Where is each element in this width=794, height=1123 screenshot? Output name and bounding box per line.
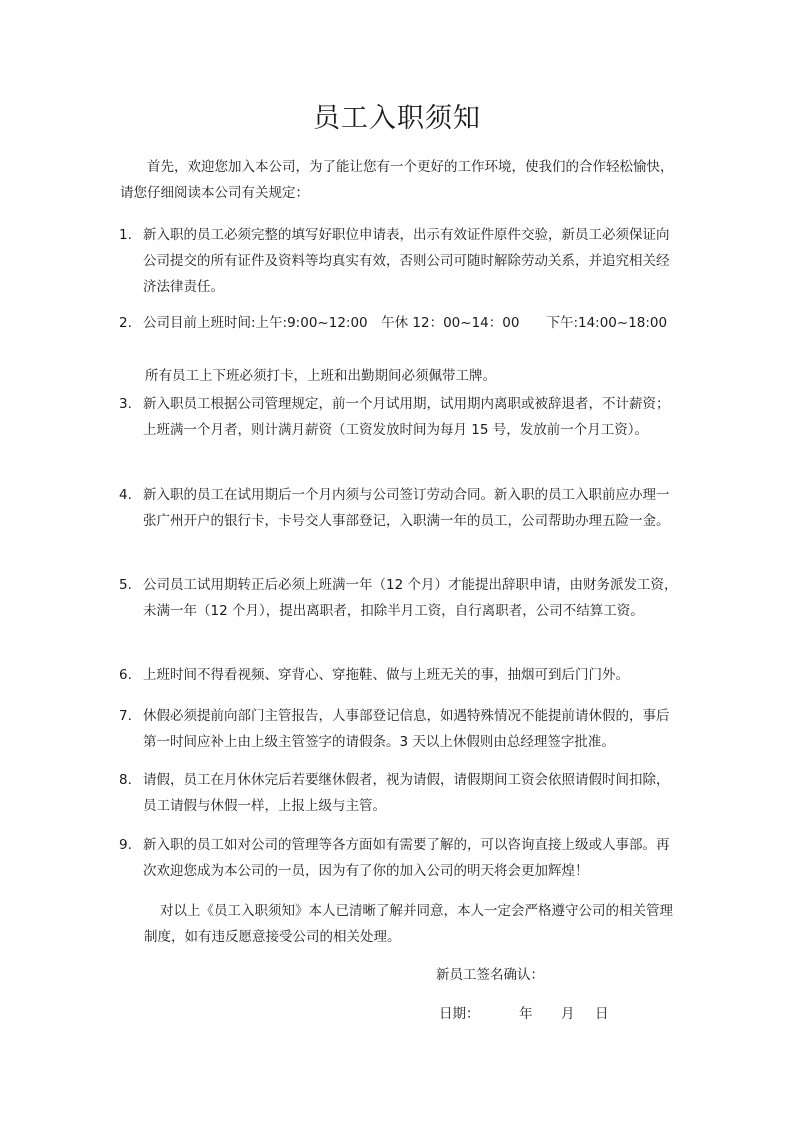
rule-2-note: 所有员工上下班必须打卡，上班和出勤期间必须佩带工牌。 [145, 367, 496, 384]
rule-text: 请假，员工在月休休完后若要继休假者，视为请假，请假期间工资会依照请假时间扣除，员工请假与休假一样，上报上级与主管。 [143, 772, 670, 814]
rule-text: 公司员工试用期转正后必须上班满一年（12 个月）才能提出辞职申请，由财务派发工资，未满一年（12 个月），提出离职者，扣除半月工资，自行离职者，公司不结算工资。 [143, 577, 678, 619]
rule-text: 上班时间不得看视频、穿背心、穿拖鞋、做与上班无关的事，抽烟可到后门门外。 [143, 667, 629, 683]
rule-number: 3. [119, 396, 132, 412]
rule-text: 新入职的员工在试用期后一个月内须与公司签订劳动合同。新入职的员工入职前应办理一张广州开户的银行卡，卡号交人事部登记，入职满一年的员工，公司帮助办理五险一金。 [143, 487, 670, 529]
rule-item-8 [119, 767, 679, 819]
rule-number: 7. [119, 708, 132, 724]
date-label: 日期： [439, 1006, 480, 1022]
date-month: 月 [561, 1006, 575, 1022]
intro-paragraph: 首先，欢迎您加入本公司，为了能让您有一个更好的工作环境，使我们的合作轻松愉快，请您仔细阅读本公司有关规定： [120, 159, 674, 201]
rule-text: 新入职的员工必须完整的填写好职位申请表，出示有效证件原件交验，新员工必须保证向公司提交的所有证件及资料等均真实有效，否则公司可随时解除劳动关系，并追究相关经济法律责任。 [143, 227, 670, 295]
rule-item-5 [119, 572, 679, 624]
rule-text: 新入职员工根据公司管理规定，前一个月试用期，试用期内离职或被辞退者，不计薪资；上班满一个月者，则计满月薪资（工资发放时间为每月 15 号，发放前一个月工资）。 [143, 396, 670, 438]
confirmation-paragraph: 对以上《员工入职须知》本人已清晰了解并同意，本人一定会严格遵守公司的相关管理制度，如有违反愿意接受公司的相关处理。 [144, 903, 673, 945]
rule-item-2 [119, 310, 679, 336]
rule-item-7 [119, 703, 679, 755]
signature-label: 新员工签名确认： [436, 967, 544, 983]
rule-number: 6. [119, 667, 132, 683]
rule-number: 2. [119, 315, 132, 331]
rule-item-9 [119, 832, 679, 884]
date-year: 年 [519, 1006, 533, 1022]
document-title: 员工入职须知 [313, 103, 481, 134]
rule-item-4 [119, 482, 679, 534]
rule-text: 新入职的员工如对公司的管理等各方面如有需要了解的，可以咨询直接上级或人事部。再次欢迎您成为本公司的一员，因为有了你的加入公司的明天将会更加辉煌！ [143, 837, 670, 879]
rule-item-6 [119, 662, 679, 688]
rule-text: 休假必须提前向部门主管报告，人事部登记信息，如遇特殊情况不能提前请休假的，事后第一时间应补上由上级主管签字的请假条。3 天以上休假则由总经理签字批准。 [143, 708, 670, 750]
rule-item-3 [119, 391, 679, 443]
rule-number: 8. [119, 772, 132, 788]
rule-text: 公司目前上班时间:上午:9:00~12:00 午休 12：00~14：00 下午:14:00~18:00 [143, 315, 668, 331]
rule-number: 1. [119, 227, 132, 243]
rule-number: 4. [119, 487, 132, 503]
rule-item-1 [119, 222, 679, 300]
rule-number: 5. [119, 577, 132, 593]
date-day: 日 [595, 1006, 609, 1022]
rule-number: 9. [119, 837, 132, 853]
